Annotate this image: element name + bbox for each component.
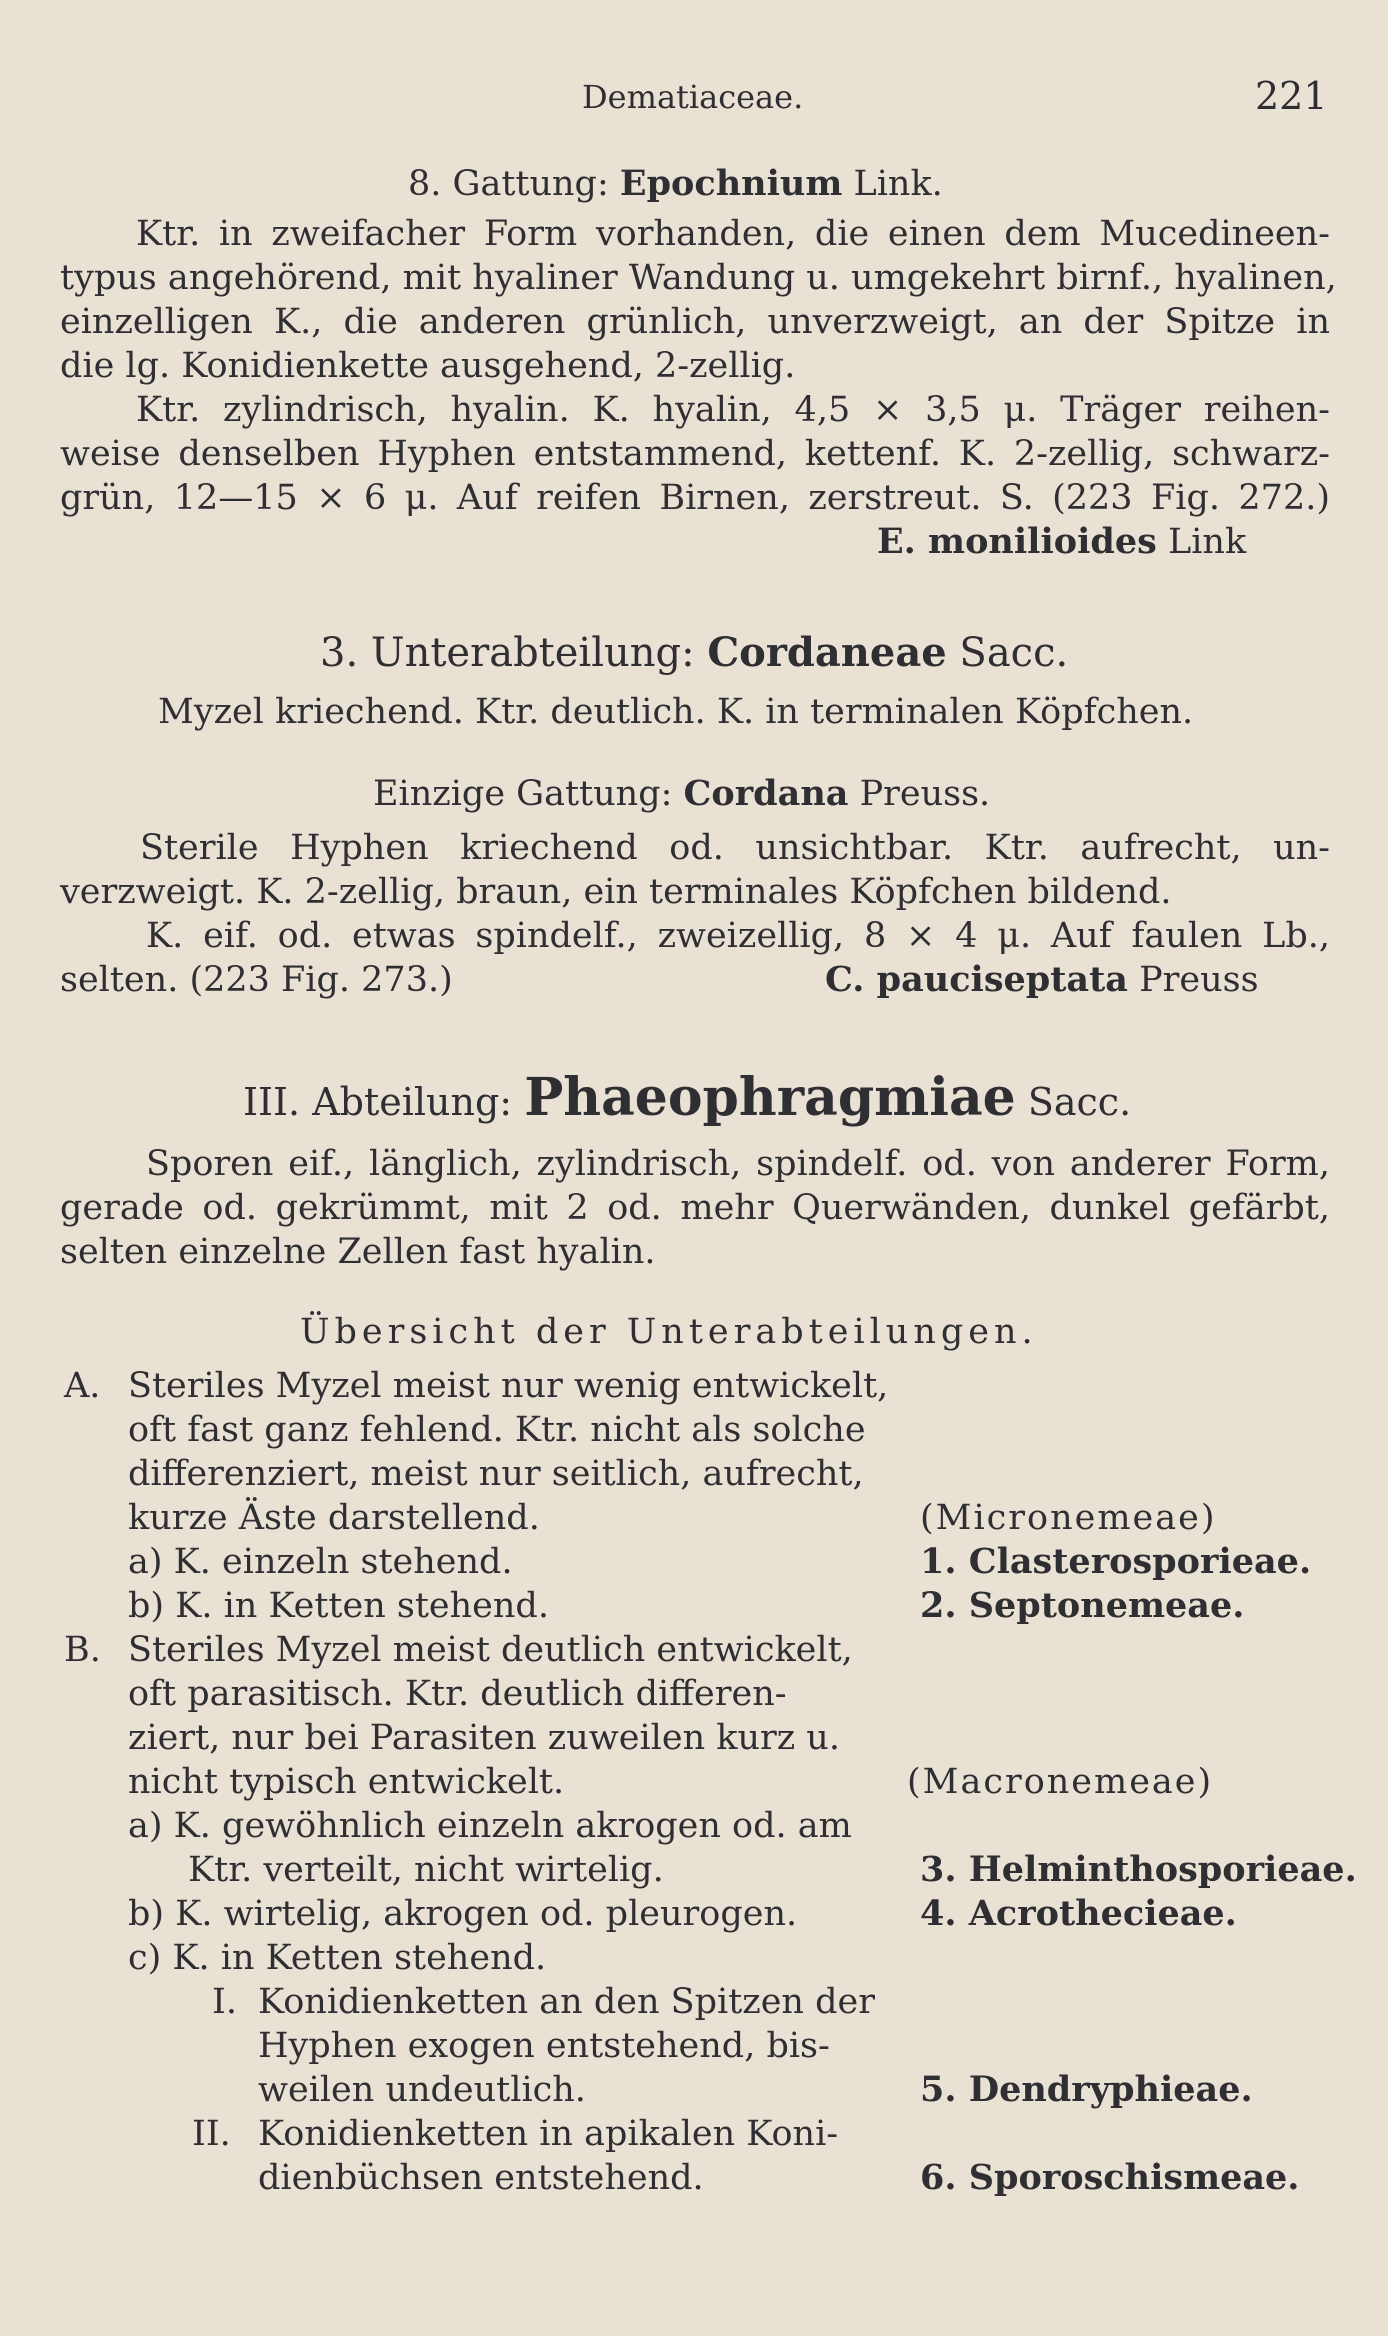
key-a-line-3: differenziert, meist nur seitlich, aufrecht, <box>128 1454 864 1494</box>
cordaneae-description: Myzel kriechend. Ktr. deutlich. K. in terminalen Köpfchen. <box>158 692 1194 732</box>
cordana-paragraph-line-2: verzweigt. K. 2-zellig, braun, ein terminales Köpfchen bildend. <box>60 872 1172 912</box>
division-heading-phaeophragmiae: III. Abteilung: Phaeophragmiae Sacc. <box>243 1067 1132 1128</box>
key-a-line-2: oft fast ganz fehlend. Ktr. nicht als solche <box>128 1410 866 1450</box>
key-b-line-1: Steriles Myzel meist deutlich entwickelt, <box>128 1630 853 1670</box>
phaeophragmiae-paragraph-line-2: gerade od. gekrümmt, mit 2 od. mehr Querwänden, dunkel gefärbt, <box>60 1188 1330 1228</box>
key-i-line-2: Hyphen exogen entstehend, bis- <box>258 2026 830 2066</box>
epochnium-paragraph2-line-3: grün, 12—15 × 6 μ. Auf reifen Birnen, zerstreut. S. (223 Fig. 272.) <box>60 478 1330 518</box>
key-i-line-1: Konidienketten an den Spitzen der <box>258 1982 875 2022</box>
key-b-a-result: 3. Helminthosporieae. <box>920 1849 1357 1890</box>
epochnium-paragraph-line-2: typus angehörend, mit hyaliner Wandung u. umgekehrt birnf., hyalinen, <box>60 258 1337 298</box>
key-ii-line-1: Konidienketten in apikalen Koni- <box>258 2114 839 2154</box>
cordana-paragraph2-line-1: K. eif. od. etwas spindelf., zweizellig, 8 × 4 μ. Auf faulen Lb., <box>146 916 1330 956</box>
key-ii-result: 6. Sporoschismeae. <box>920 2157 1300 2198</box>
key-b-line-4: nicht typisch entwickelt. <box>128 1762 565 1802</box>
key-roman-ii: II. <box>192 2114 231 2154</box>
key-b-line-2: oft parasitisch. Ktr. deutlich differen- <box>128 1674 787 1714</box>
key-a-a: a) K. einzeln stehend. <box>128 1542 513 1582</box>
subdivision-heading-cordaneae: 3. Unterabteilung: Cordaneae Sacc. <box>320 629 1069 676</box>
epochnium-paragraph2-line-2: weise denselben Hyphen entstammend, kettenf. K. 2-zellig, schwarz- <box>60 434 1330 474</box>
key-b-line-3: ziert, nur bei Parasiten zuweilen kurz u. <box>128 1718 840 1758</box>
key-letter-a: A. <box>64 1366 101 1406</box>
phaeophragmiae-paragraph-line-3: selten einzelne Zellen fast hyalin. <box>60 1232 656 1272</box>
page-number: 221 <box>1255 74 1328 118</box>
epochnium-paragraph-line-4: die lg. Konidienkette ausgehend, 2-zellig. <box>60 346 796 386</box>
phaeophragmiae-paragraph-line-1: Sporen eif., länglich, zylindrisch, spindelf. od. von anderer Form, <box>146 1144 1330 1184</box>
key-i-line-3: weilen undeutlich. <box>258 2070 586 2110</box>
running-title: Dematiaceae. <box>582 78 804 116</box>
key-a-b: b) K. in Ketten stehend. <box>128 1586 549 1626</box>
epochnium-paragraph-line-3: einzelligen K., die anderen grünlich, unverzweigt, an der Spitze in <box>60 302 1330 342</box>
key-a-line-1: Steriles Myzel meist nur wenig entwickelt, <box>128 1366 889 1406</box>
key-roman-i: I. <box>212 1982 237 2022</box>
key-b-a-line-2: Ktr. verteilt, nicht wirtelig. <box>188 1850 664 1890</box>
key-ii-line-2: dienbüchsen entstehend. <box>258 2158 704 2198</box>
epochnium-paragraph2-line-1: Ktr. zylindrisch, hyalin. K. hyalin, 4,5 × 3,5 μ. Träger reihen- <box>136 390 1330 430</box>
cordana-paragraph-line-1: Sterile Hyphen kriechend od. unsichtbar. Ktr. aufrecht, un- <box>140 828 1330 868</box>
key-b-b: b) K. wirtelig, akrogen od. pleurogen. <box>128 1894 798 1934</box>
overview-title: Übersicht der Unterabteilungen. <box>300 1312 1038 1352</box>
key-a-b-result: 2. Septonemeae. <box>920 1585 1245 1626</box>
key-b-c: c) K. in Ketten stehend. <box>128 1938 547 1978</box>
species-epochnium-monilioides: E. monilioides Link <box>877 521 1247 562</box>
key-b-group: (Macronemeae) <box>907 1762 1214 1802</box>
key-b-b-result: 4. Acrothecieae. <box>920 1893 1237 1934</box>
species-cordana-pauciseptata: C. pauciseptata Preuss <box>825 959 1259 1000</box>
key-a-line-4: kurze Äste darstellend. <box>128 1498 540 1538</box>
genus-heading-epochnium: 8. Gattung: Epochnium Link. <box>408 163 943 204</box>
cordana-paragraph2-line-2: selten. (223 Fig. 273.) <box>60 960 453 1000</box>
key-i-result: 5. Dendryphieae. <box>920 2069 1253 2110</box>
epochnium-paragraph-line-1: Ktr. in zweifacher Form vorhanden, die einen dem Mucedineen- <box>136 214 1330 254</box>
genus-heading-cordana: Einzige Gattung: Cordana Preuss. <box>373 773 991 814</box>
key-letter-b: B. <box>64 1630 101 1670</box>
key-b-a-line-1: a) K. gewöhnlich einzeln akrogen od. am <box>128 1806 852 1846</box>
key-a-a-result: 1. Clasterosporieae. <box>920 1541 1312 1582</box>
key-a-group: (Micronemeae) <box>920 1498 1217 1538</box>
